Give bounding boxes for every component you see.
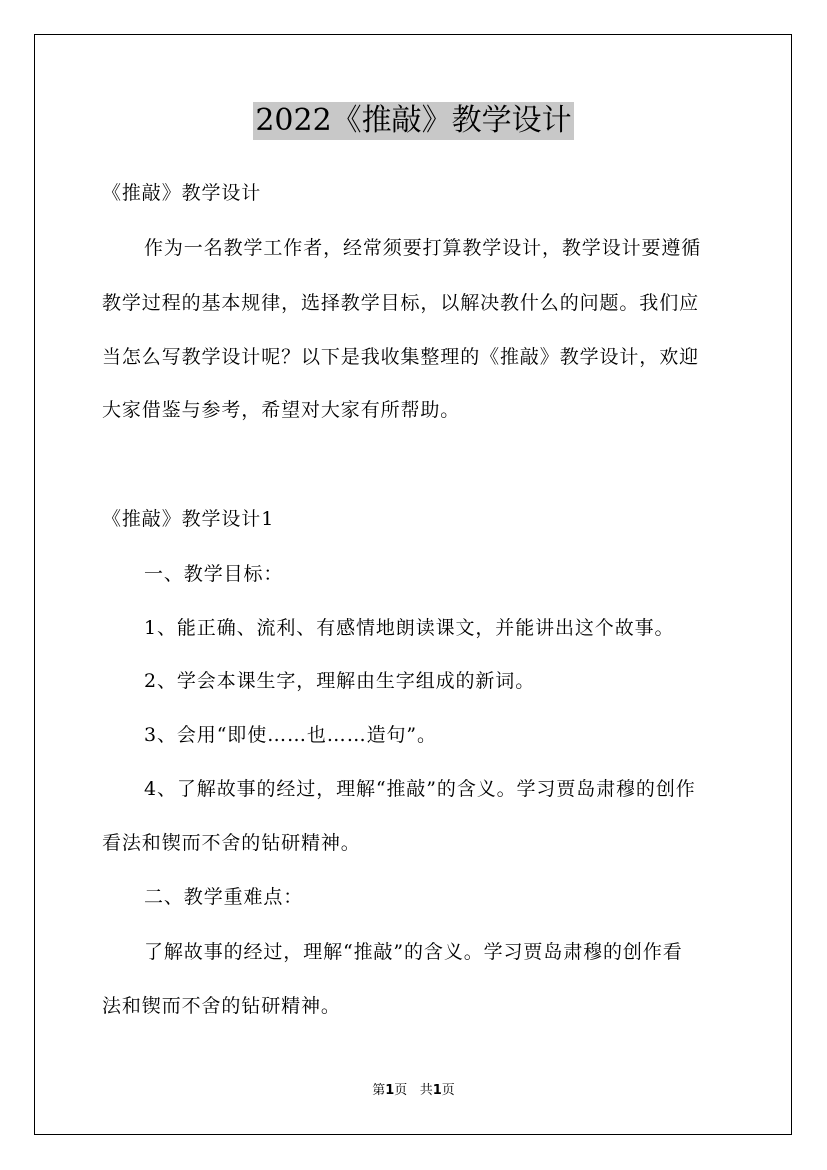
document-title: 2022《推敲》教学设计 xyxy=(255,103,572,138)
paragraph-line: 教学过程的基本规律，选择教学目标，以解决教什么的问题。我们应 xyxy=(102,292,700,314)
paragraph-line: 法和锲而不舍的钻研精神。 xyxy=(102,995,341,1017)
subtitle: 《推敲》教学设计 xyxy=(102,182,262,204)
list-heading: 一、教学目标： xyxy=(144,563,284,585)
list-item: 4、了解故事的经过，理解“推敲”的含义。学习贾岛肃穆的创作 xyxy=(144,778,696,800)
list-heading: 二、教学重难点： xyxy=(144,886,304,908)
paragraph-line: 当怎么写教学设计呢？以下是我收集整理的《推敲》教学设计，欢迎 xyxy=(102,346,700,368)
total-prefix: 共 xyxy=(419,1083,433,1098)
page-prefix: 第 xyxy=(372,1083,386,1098)
paragraph-line: 大家借鉴与参考，希望对大家有所帮助。 xyxy=(102,399,461,421)
list-item-continued: 看法和锲而不舍的钻研精神。 xyxy=(102,832,361,854)
page-number: 1 xyxy=(385,1083,395,1098)
list-item: 3、会用“即使……也……造句”。 xyxy=(144,724,437,746)
title-container xyxy=(0,102,827,140)
paragraph-line: 作为一名教学工作者，经常须要打算教学设计，教学设计要遵循 xyxy=(144,237,702,259)
section-heading: 《推敲》教学设计1 xyxy=(102,508,275,530)
page-suffix: 页 xyxy=(394,1083,408,1098)
total-pages: 1 xyxy=(432,1083,442,1098)
list-item: 2、学会本课生字，理解由生字组成的新词。 xyxy=(144,670,536,692)
paragraph-line: 了解故事的经过，理解“推敲”的含义。学习贾岛肃穆的创作看 xyxy=(144,941,683,963)
list-item: 1、能正确、流利、有感情地朗读课文，并能讲出这个故事。 xyxy=(144,617,675,639)
total-suffix: 页 xyxy=(441,1083,455,1098)
page-footer xyxy=(0,1083,827,1099)
